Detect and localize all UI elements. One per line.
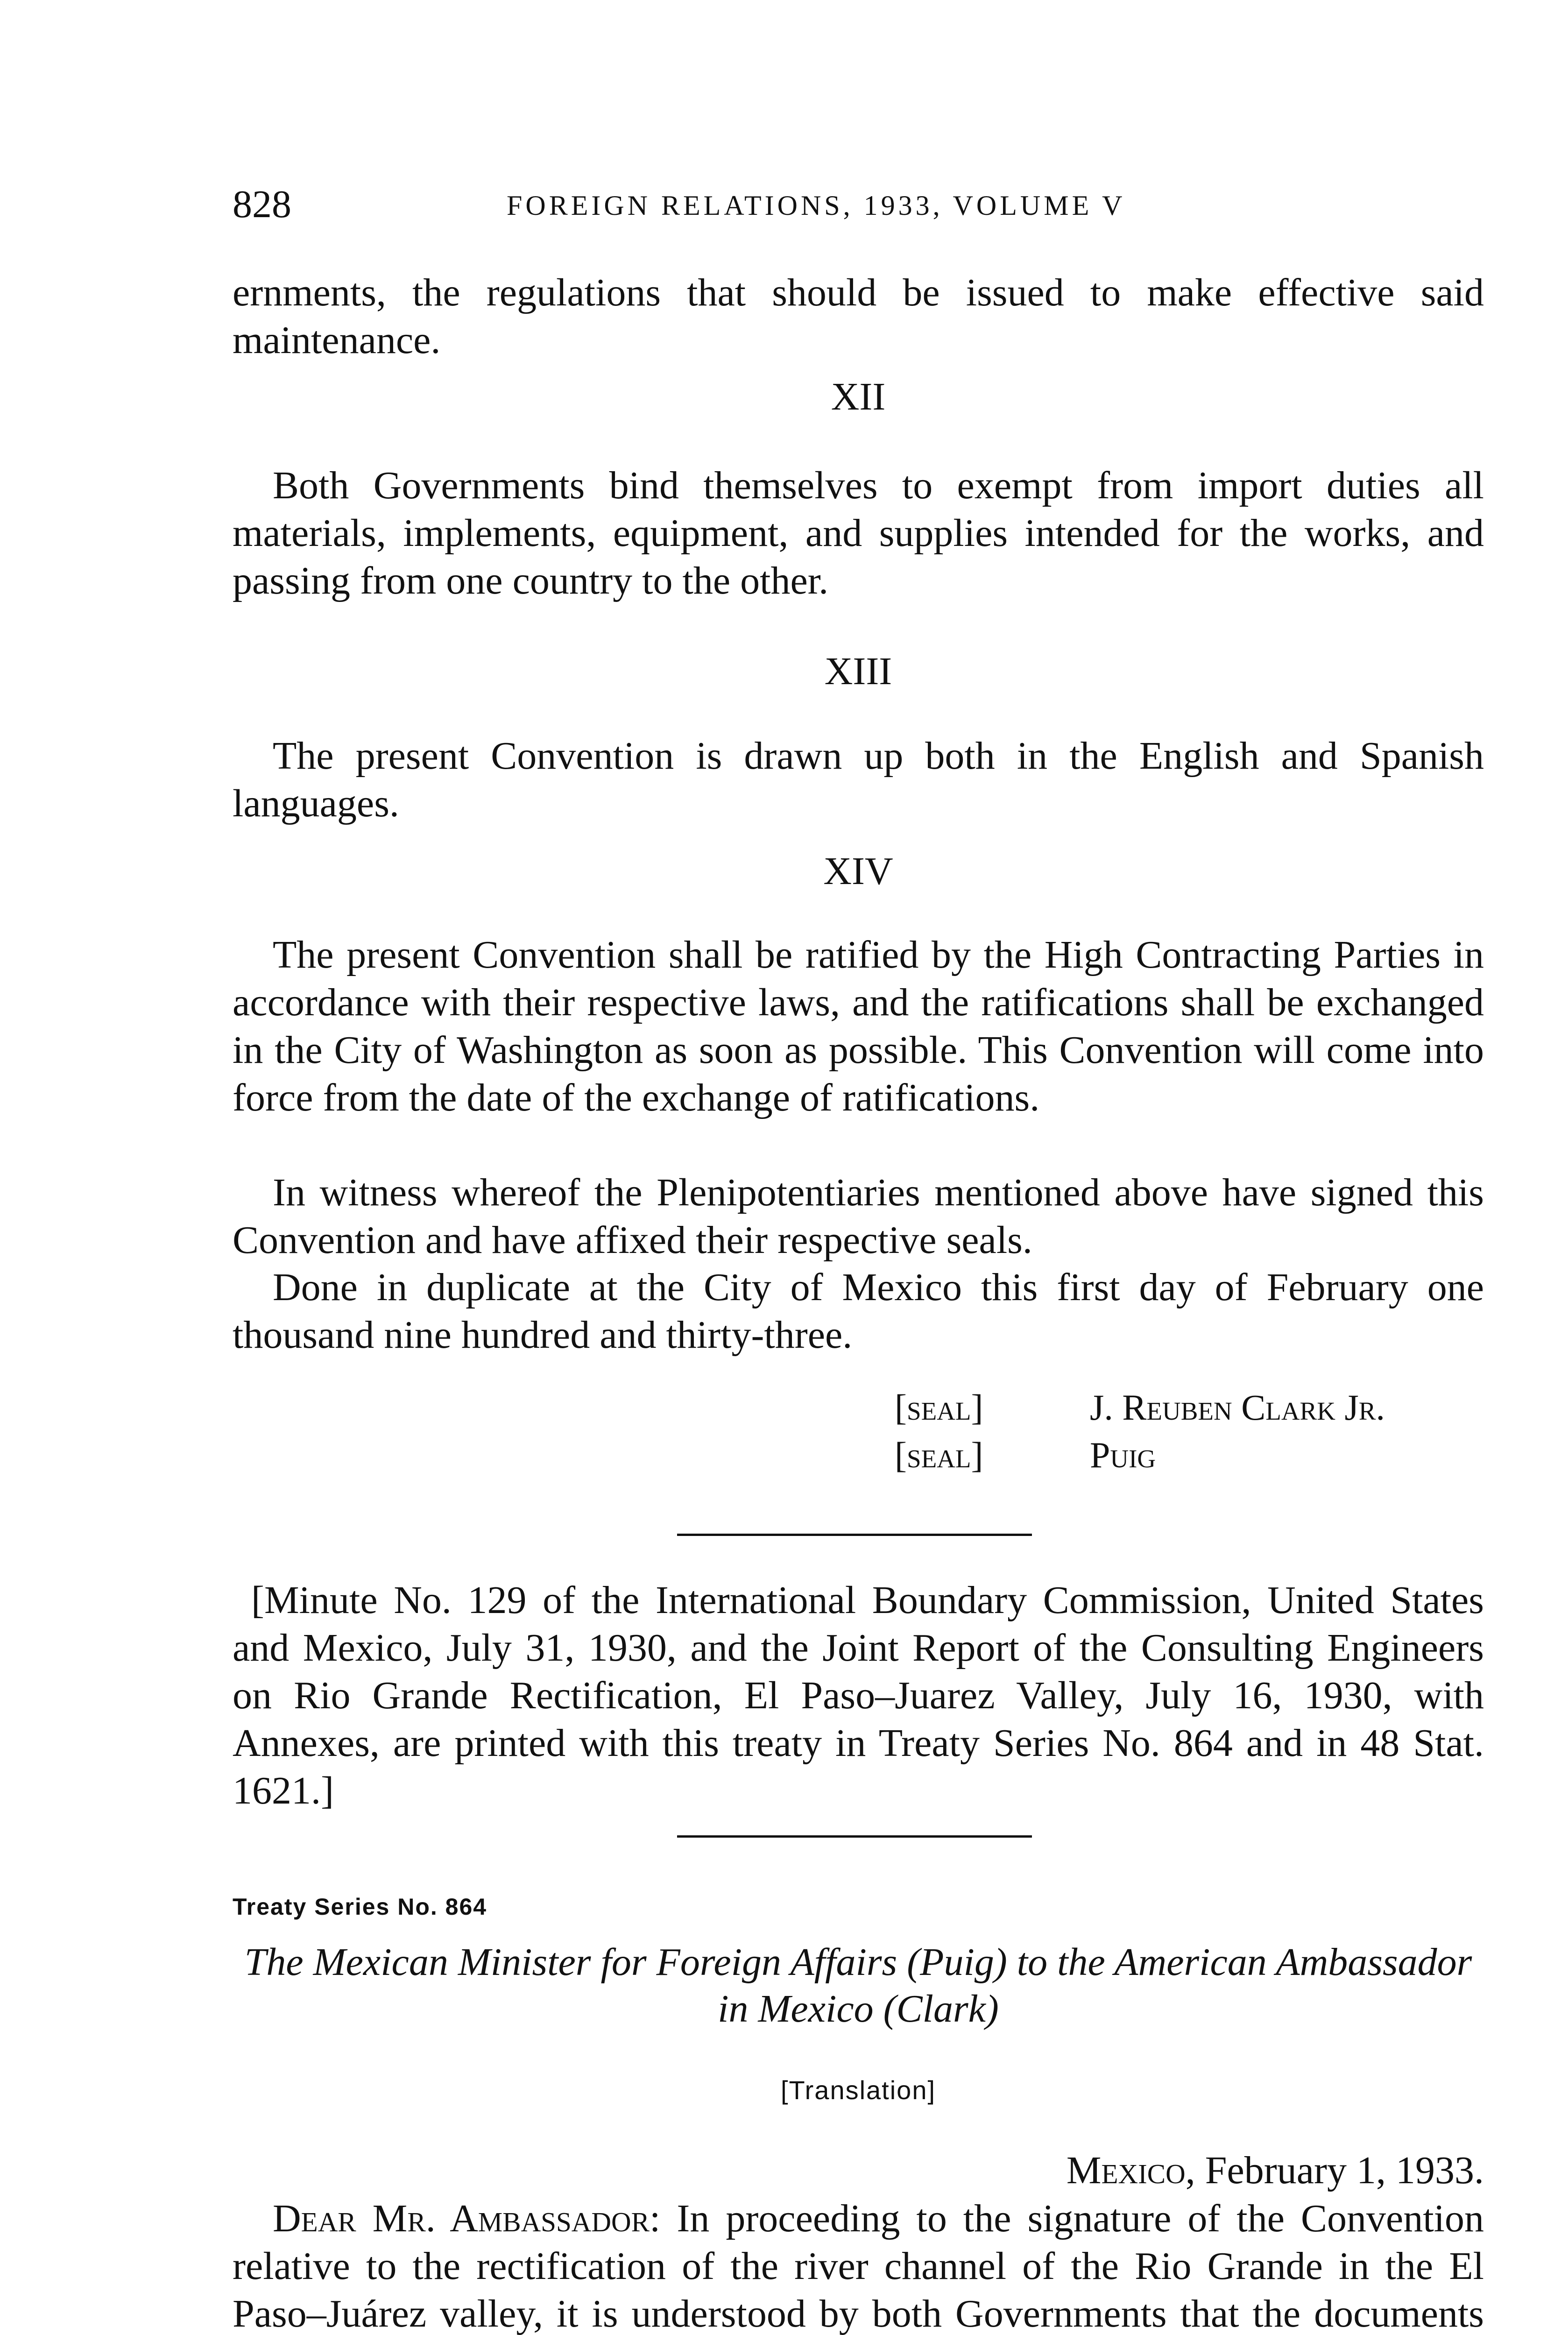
editorial-note: [Minute No. 129 of the International Boundary Commission, United States and Mexico, July 31, 1930, and the Joint Report of the Consulting Engineers on Rio Grande Rectification, El Paso–Juarez Valley, July 16, 1930, with Annexes, are printed with this treaty in Treaty Series No. 864 and in 48 Stat. 1621.] bbox=[233, 1578, 1484, 1812]
seal-2: [seal] bbox=[895, 1435, 983, 1475]
section-rule-1 bbox=[677, 1534, 1032, 1536]
document-heading: The Mexican Minister for Foreign Affairs (Puig) to the American Ambassador in Mexico (Clark) bbox=[244, 1940, 1472, 2031]
article-xii-text: Both Governments bind themselves to exempt from import duties all materials, implements, equipment, and supplies intended for the works, and passing from one country to the other. bbox=[233, 464, 1484, 602]
article-xiv-number: XIV bbox=[823, 849, 893, 893]
section-rule-2 bbox=[677, 1835, 1032, 1838]
salutation: Dear Mr. Ambassador: bbox=[273, 2197, 661, 2240]
carryover-paragraph: ernments, the regulations that should be issued to make effective said maintenance. bbox=[233, 271, 1484, 362]
witness-paragraph: In witness whereof the Plenipotentiaries mentioned above have signed this Convention and have affixed their respective seals. bbox=[233, 1171, 1484, 1262]
date: February 1, 1933. bbox=[1205, 2149, 1484, 2192]
page-number: 828 bbox=[233, 183, 291, 226]
article-xiii-text: The present Convention is drawn up both in the English and Spanish languages. bbox=[233, 734, 1484, 825]
article-xiii-number: XIII bbox=[824, 650, 892, 693]
seal-1: [seal] bbox=[895, 1387, 983, 1428]
letter-body-paragraph bbox=[233, 2195, 1484, 2335]
done-paragraph: Done in duplicate at the City of Mexico this first day of February one thousand nine hundred and thirty-three. bbox=[233, 1266, 1484, 1357]
article-xii-number: XII bbox=[831, 375, 886, 418]
letter-body: In proceeding to the signature of the Convention relative to the rectification of the river channel of the Rio Grande in the El Paso–Juárez valley, it is understood by both Governments that the documents bbox=[233, 2197, 1484, 2335]
treaty-series-label: Treaty Series No. 864 bbox=[233, 1894, 487, 1920]
translation-label: [Translation] bbox=[780, 2075, 936, 2105]
running-title: FOREIGN RELATIONS, 1933, VOLUME V bbox=[507, 190, 1126, 221]
signature-clark: J. Reuben Clark Jr. bbox=[1090, 1387, 1385, 1428]
place-date-line bbox=[1067, 2147, 1484, 2194]
signature-puig: Puig bbox=[1090, 1435, 1156, 1475]
article-xiv-text: The present Convention shall be ratified by the High Contracting Parties in accordance with their respective laws, and the ratifications shall be exchanged in the City of Washington as soon as possible. This Convention will come into force from the date of the exchange of ratifications. bbox=[233, 933, 1484, 1119]
place: Mexico, bbox=[1066, 2149, 1195, 2192]
